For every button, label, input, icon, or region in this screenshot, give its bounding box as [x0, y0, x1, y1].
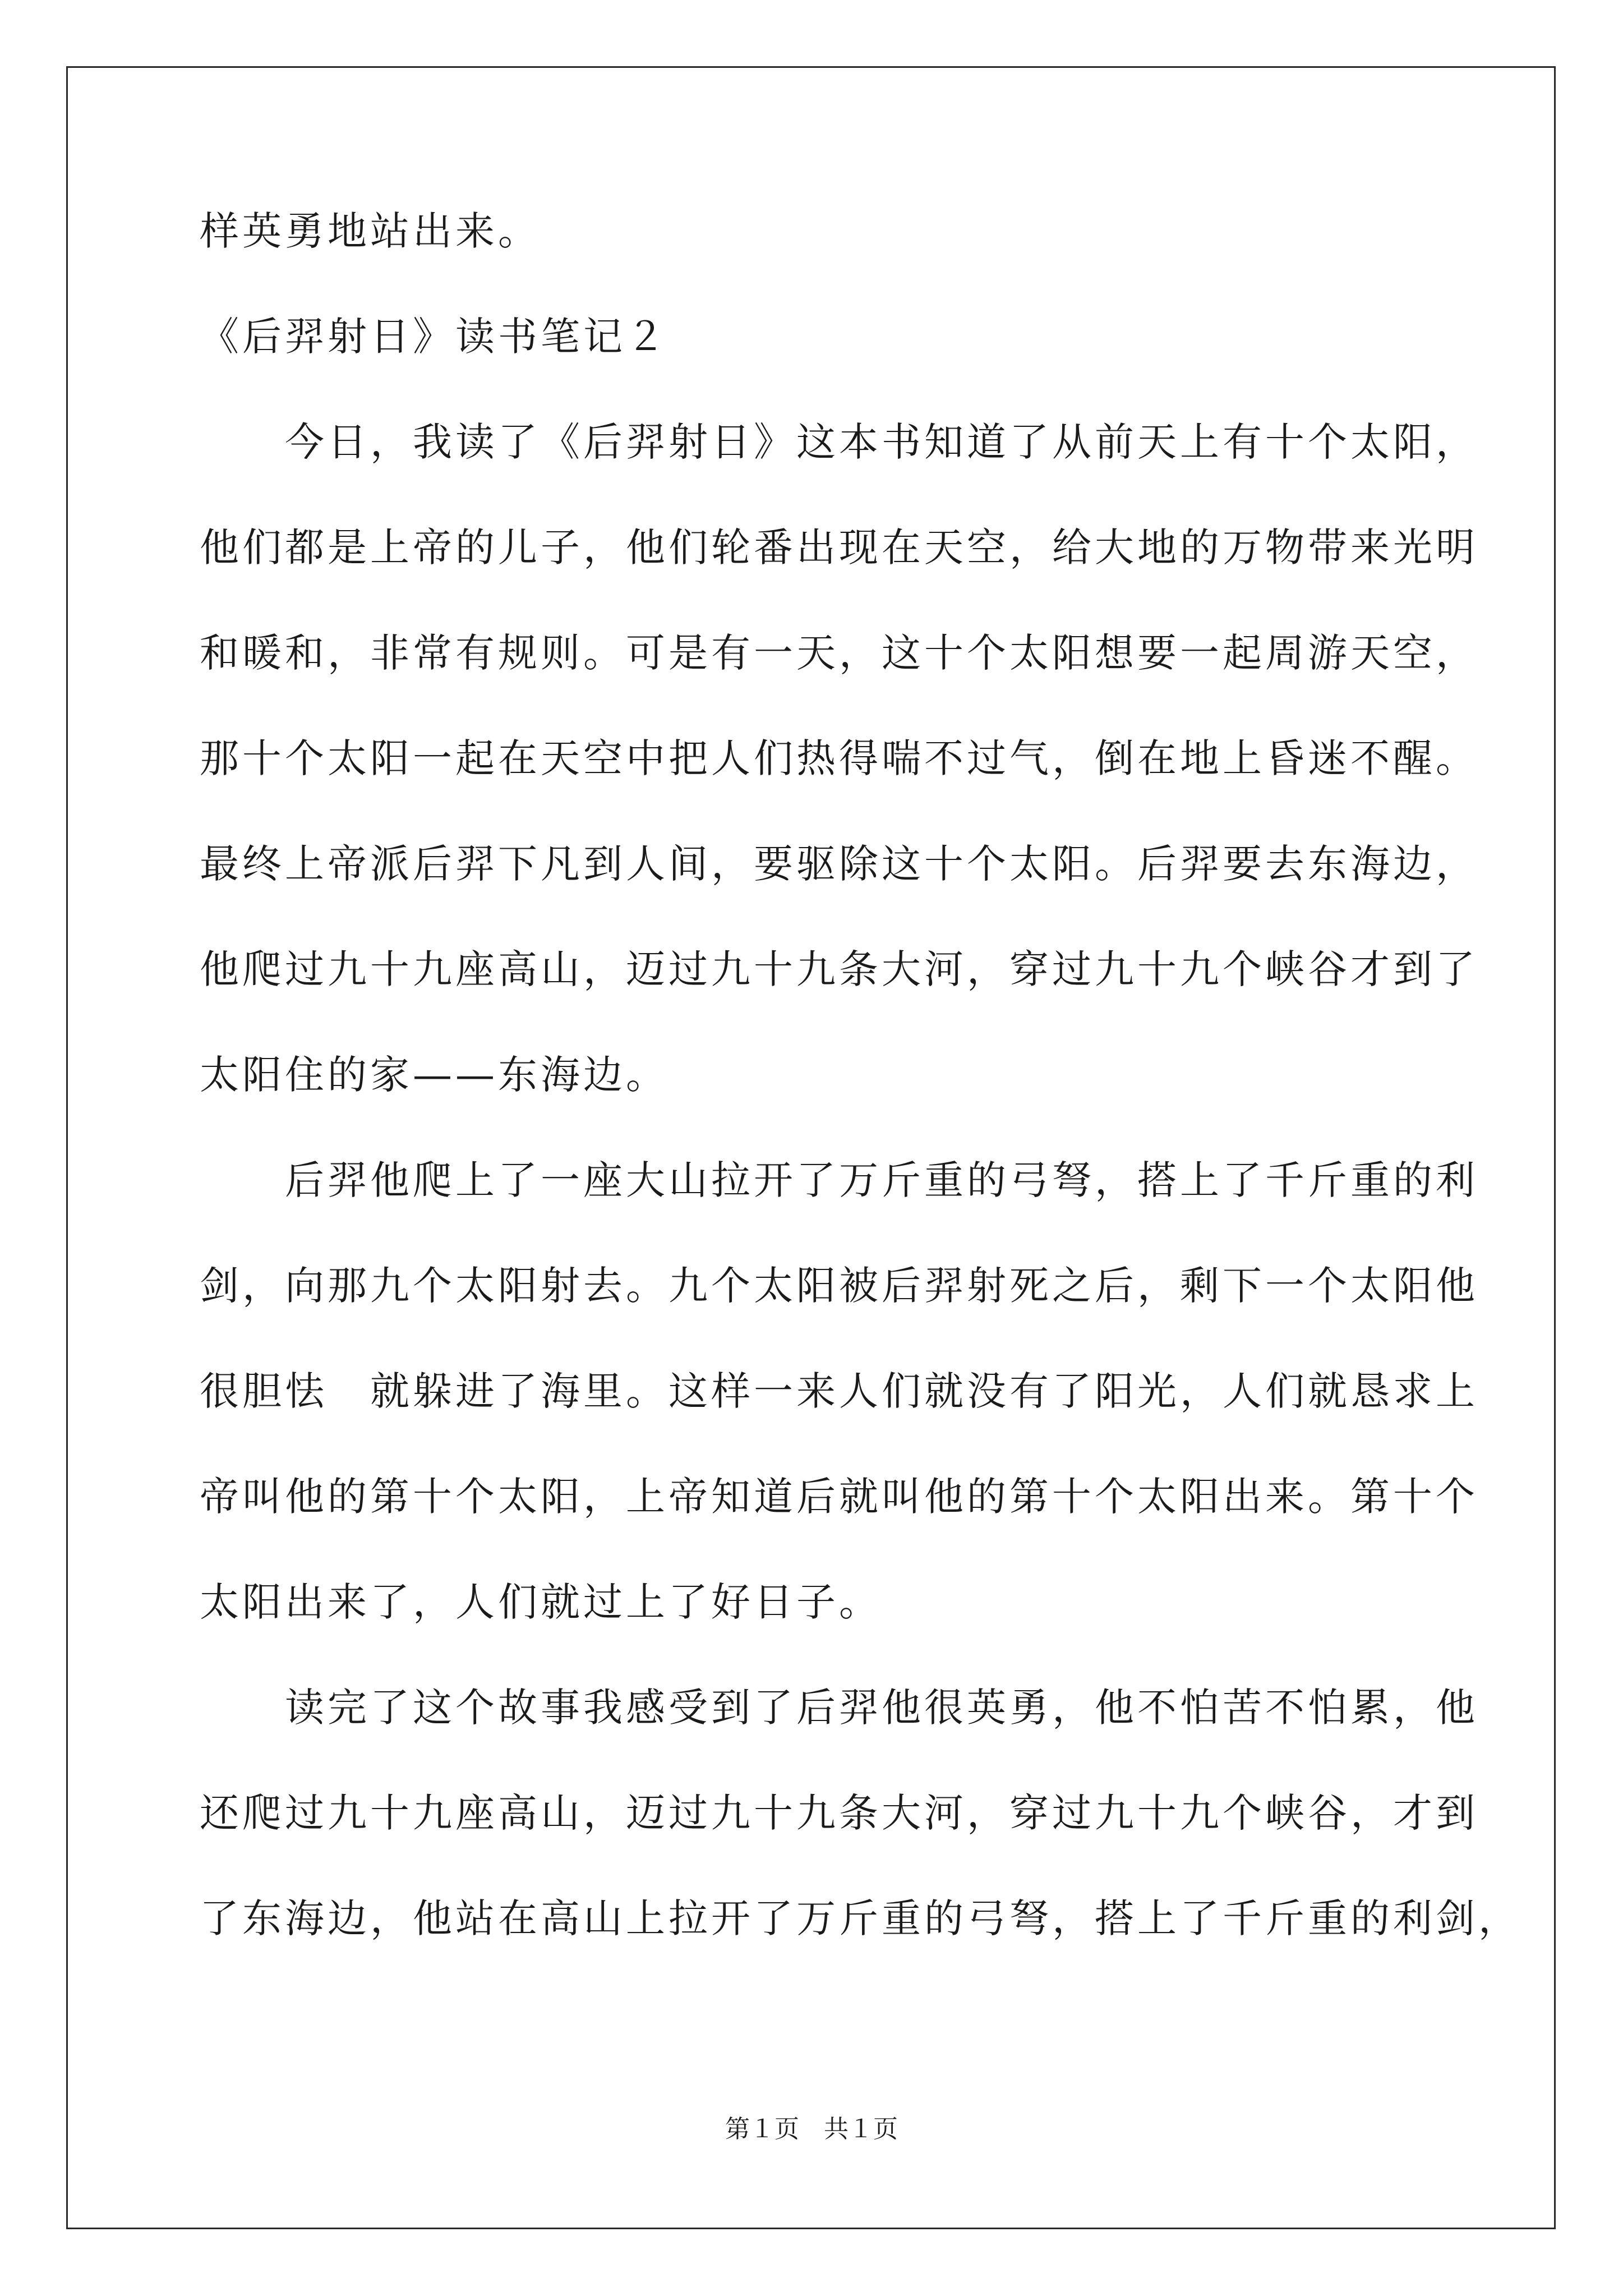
text-line: 很胆怯 就躲进了海里。这样一来人们就没有了阳光，人们就恳求上 — [200, 1368, 1478, 1414]
text-line: 帝叫他的第十个太阳，上帝知道后就叫他的第十个太阳出来。第十个 — [200, 1474, 1478, 1520]
text-line: 太阳出来了，人们就过上了好日子。 — [200, 1579, 882, 1625]
text-line: 样英勇地站出来。 — [200, 208, 541, 254]
text-line: 和暖和，非常有规则。可是有一天，这十个太阳想要一起周游天空， — [200, 630, 1478, 676]
text-line: 最终上帝派后羿下凡到人间，要驱除这十个太阳。后羿要去东海边， — [200, 841, 1478, 887]
text-line: 后羿他爬上了一座大山拉开了万斤重的弓弩，搭上了千斤重的利 — [200, 1157, 1478, 1203]
text-line: 还爬过九十九座高山，迈过九十九条大河，穿过九十九个峡谷，才到 — [200, 1790, 1478, 1836]
text-line: 读完了这个故事我感受到了后羿他很英勇，他不怕苦不怕累，他 — [200, 1685, 1478, 1731]
text-line: 那十个太阳一起在天空中把人们热得喘不过气，倒在地上昏迷不醒。 — [200, 735, 1478, 781]
text-line: 他们都是上帝的儿子，他们轮番出现在天空，给大地的万物带来光明 — [200, 524, 1478, 570]
page-footer: 第１页 共１页 — [725, 2115, 898, 2143]
text-line: 剑，向那九个太阳射去。九个太阳被后羿射死之后，剩下一个太阳他 — [200, 1263, 1478, 1309]
text-line: 今日，我读了《后羿射日》这本书知道了从前天上有十个太阳， — [200, 419, 1478, 465]
section-heading: 《后羿射日》读书笔记２ — [200, 314, 668, 360]
text-line: 太阳住的家——东海边。 — [200, 1052, 668, 1098]
text-line: 了东海边，他站在高山上拉开了万斤重的弓弩，搭上了千斤重的利剑， — [200, 1895, 1521, 1941]
text-line: 他爬过九十九座高山，迈过九十九条大河，穿过九十九个峡谷才到了 — [200, 946, 1478, 992]
